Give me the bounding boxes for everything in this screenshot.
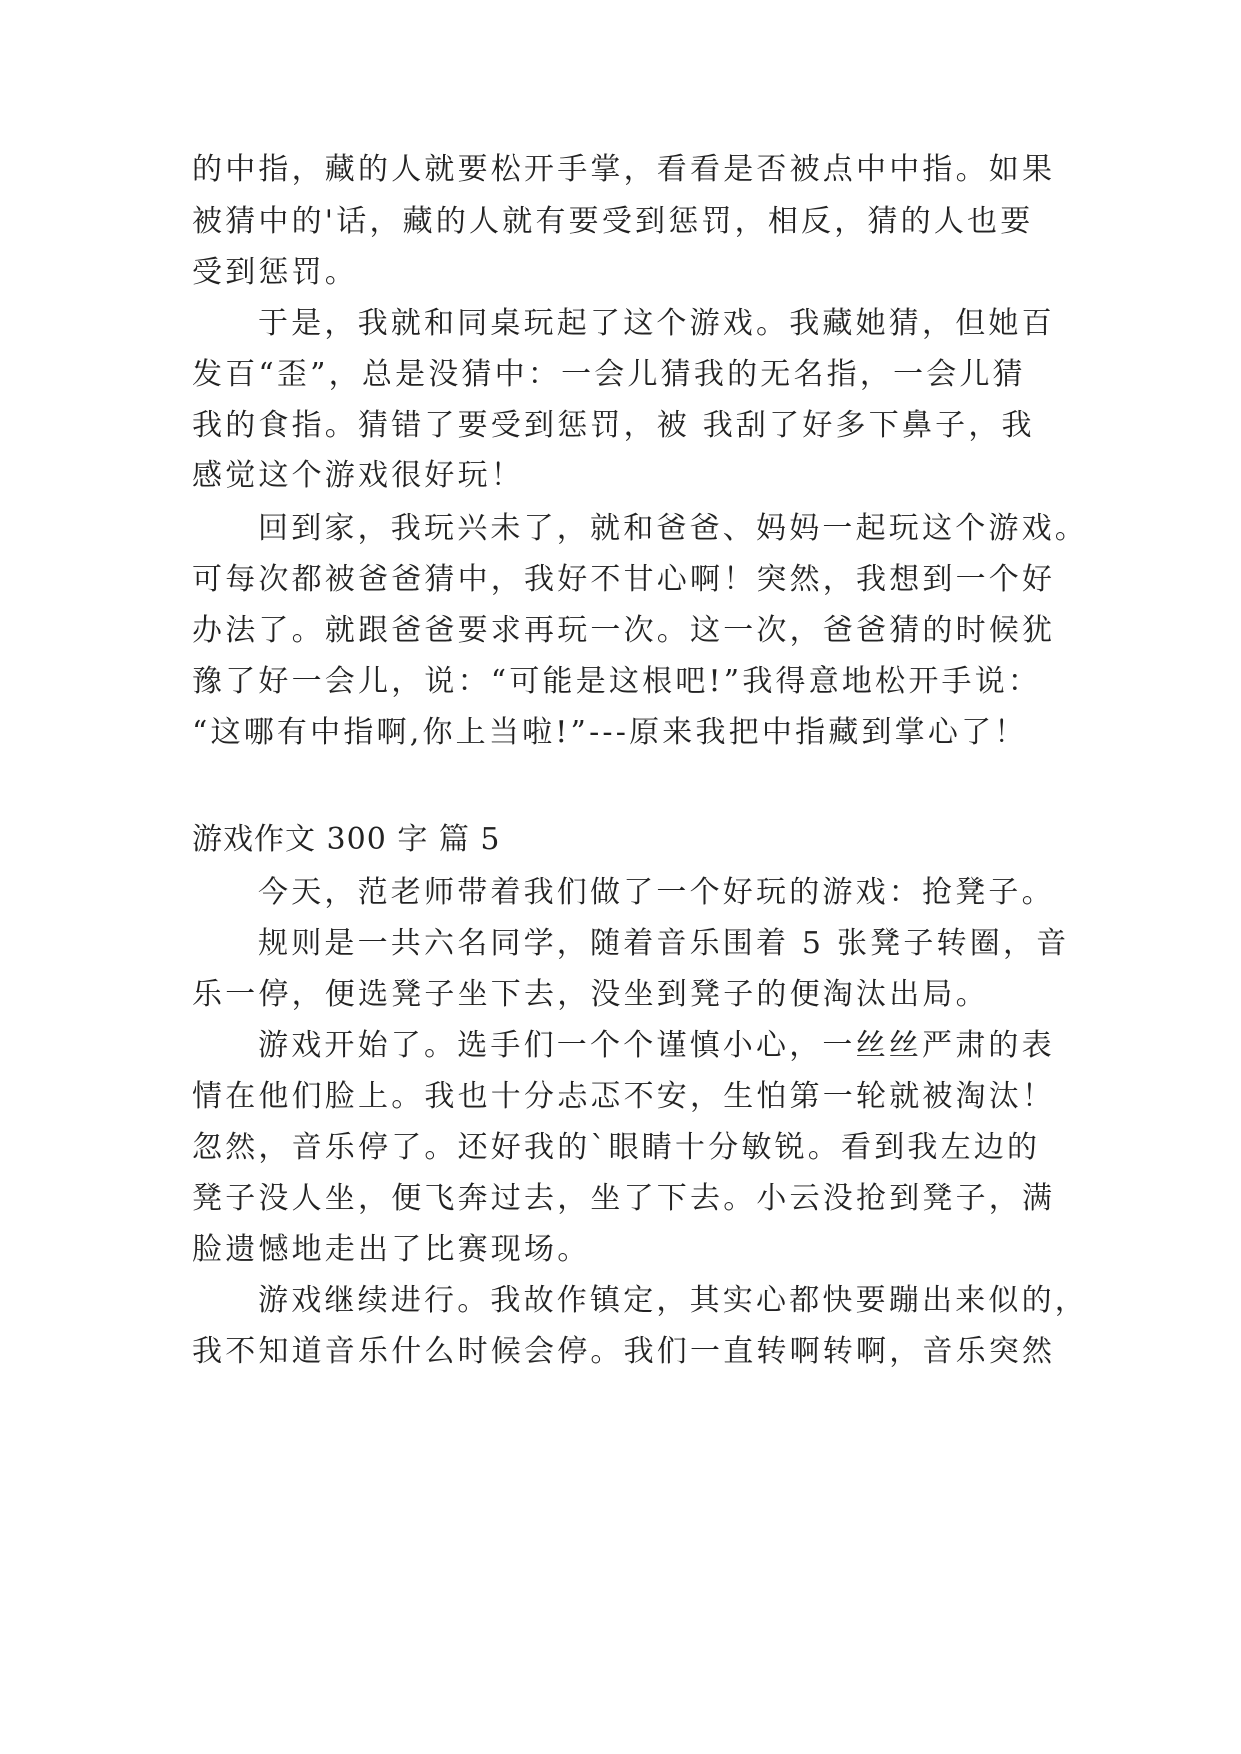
- text-line: 我的食指。猜错了要受到惩罚，被 我刮了好多下鼻子，我: [192, 408, 1035, 443]
- text-line: 脸遗憾地走出了比赛现场。: [192, 1232, 591, 1267]
- text-line: 乐一停，便选凳子坐下去，没坐到凳子的便淘汰出局。: [192, 977, 989, 1012]
- text-line: 于是，我就和同桌玩起了这个游戏。我藏她猜，但她百: [258, 306, 1055, 341]
- text-line: 游戏继续进行。我故作镇定，其实心都快要蹦出来似的，: [258, 1283, 1088, 1318]
- text-line: 回到家，我玩兴未了，就和爸爸、妈妈一起玩这个游戏。: [258, 511, 1088, 546]
- text-line: 规则是一共六名同学，随着音乐围着 5 张凳子转圈，音: [258, 926, 1070, 961]
- text-line: 忽然，音乐停了。还好我的`眼睛十分敏锐。看到我左边的: [192, 1130, 1041, 1165]
- text-line: 发百“歪”，总是没猜中：一会儿猜我的无名指，一会儿猜: [192, 357, 1026, 392]
- text-line: 凳子没人坐，便飞奔过去，坐了下去。小云没抢到凳子，满: [192, 1181, 1056, 1216]
- section-title: 游戏作文 300 字 篇 5: [192, 822, 501, 857]
- text-line: 感觉这个游戏很好玩！: [192, 458, 524, 493]
- text-line: 被猜中的'话，藏的人就有要受到惩罚，相反，猜的人也要: [192, 204, 1034, 239]
- text-line: 豫了好一会儿，说：“可能是这根吧!”我得意地松开手说：: [192, 664, 1042, 699]
- text-line: “这哪有中指啊,你上当啦!”---原来我把中指藏到掌心了！: [192, 715, 1028, 750]
- text-line: 办法了。就跟爸爸要求再玩一次。这一次，爸爸猜的时候犹: [192, 613, 1056, 648]
- text-line: 游戏开始了。选手们一个个谨慎小心，一丝丝严肃的表: [258, 1028, 1055, 1063]
- text-line: 的中指，藏的人就要松开手掌，看看是否被点中中指。如果: [192, 152, 1056, 187]
- text-line: 今天，范老师带着我们做了一个好玩的游戏：抢凳子。: [258, 875, 1055, 910]
- text-line: 我不知道音乐什么时候会停。我们一直转啊转啊，音乐突然: [192, 1334, 1056, 1369]
- text-line: 情在他们脸上。我也十分忐忑不安，生怕第一轮就被淘汰！: [192, 1079, 1056, 1114]
- text-line: 受到惩罚。: [192, 255, 358, 290]
- text-line: 可每次都被爸爸猜中，我好不甘心啊！突然，我想到一个好: [192, 562, 1056, 597]
